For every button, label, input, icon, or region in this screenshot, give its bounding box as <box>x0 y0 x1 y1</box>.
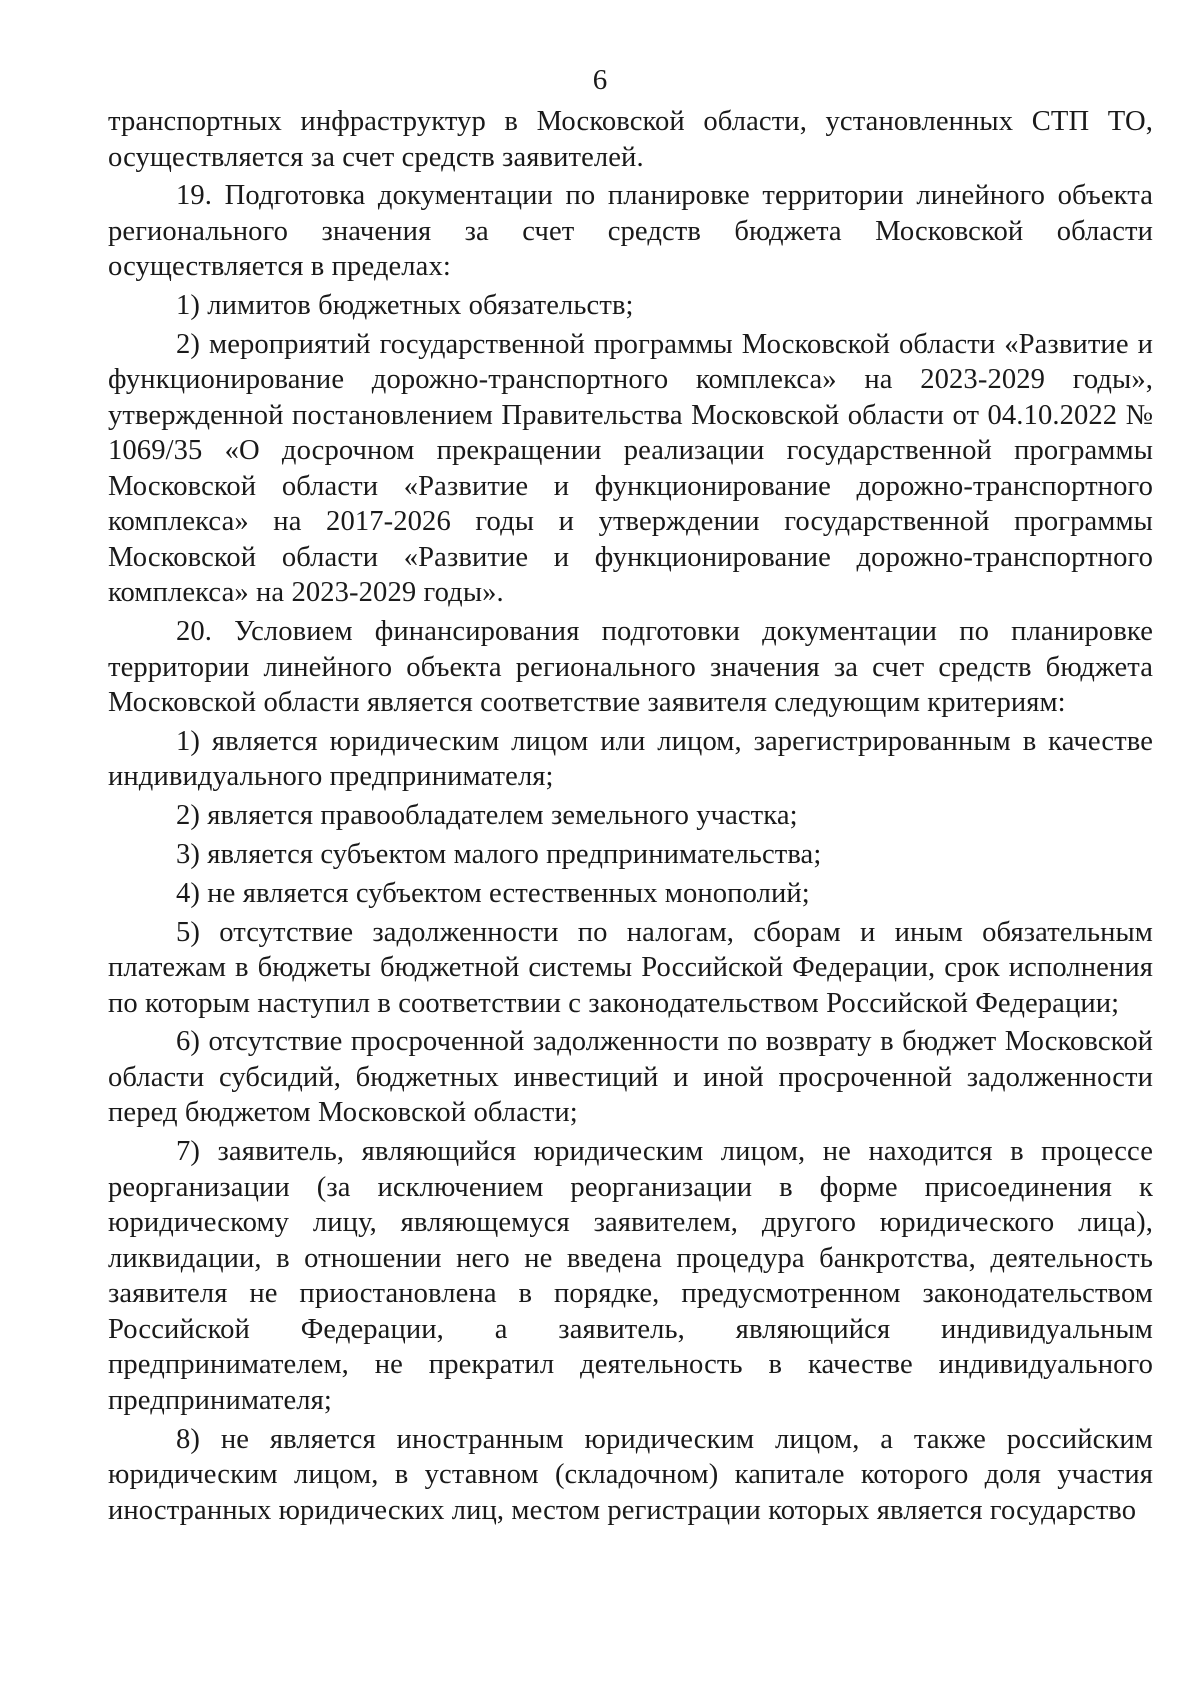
paragraph-20-sub-2: 2) является правообладателем земельного участка; <box>176 800 798 832</box>
paragraph-20-sub-5: 5) отсутствие задолженности по налогам, сборам и иным обязательным платежам в бюджеты бюджетной системы Российской Федерации, срок исполнения по которым наступил в соответствии с законодательством Российской Федерации; <box>108 916 1153 1019</box>
document-body <box>108 104 1153 1528</box>
paragraph-20-sub-7: 7) заявитель, являющийся юридическим лицом, не находится в процессе реорганизации (за исключением реорганизации в форме присоединения к юридическому лицу, являющемуся заявителем, другого юридического лица), ликвидации, в отношении него не введена процедура банкротства, деятельность заявителя не приостановлена в порядке, предусмотренном законодательством Российской Федерации, а заявитель, являющийся индивидуальным предпринимателем, не прекратил деятельность в качестве индивидуального предпринимателя; <box>108 1136 1153 1416</box>
paragraph-20-sub-6: 6) отсутствие просроченной задолженности по возврату в бюджет Московской области субсидий, бюджетных инвестиций и иной просроченной задолженности перед бюджетом Московской области; <box>108 1026 1153 1129</box>
paragraph-20-sub-8: 8) не является иностранным юридическим лицом, а также российским юридическим лицом, в уставном (складочном) капитале которого доля участия иностранных юридических лиц, местом регистрации которых является государство <box>108 1423 1153 1526</box>
paragraph-20-sub-1: 1) является юридическим лицом или лицом, зарегистрированным в качестве индивидуального предпринимателя; <box>108 725 1153 793</box>
paragraph-item-20: 20. Условием финансирования подготовки документации по планировке территории линейного объекта регионального значения за счет средств бюджета Московской области является соответствие заявителя следующим критериям: <box>108 616 1153 719</box>
page-number: 6 <box>592 64 608 96</box>
paragraph-continuation: транспортных инфраструктур в Московской области, установленных СТП ТО, осуществляется за счет средств заявителей. <box>108 106 1153 173</box>
paragraph-19-sub-1: 1) лимитов бюджетных обязательств; <box>176 290 634 322</box>
paragraph-item-19: 19. Подготовка документации по планировке территории линейного объекта регионального значения за счет средств бюджета Московской области осуществляется в пределах: <box>108 180 1153 283</box>
paragraph-19-sub-2: 2) мероприятий государственной программы Московской области «Развитие и функционирование дорожно-транспортного комплекса» на 2023-2029 годы», утвержденной постановлением Правительства Московской области от 04.10.2022 № 1069/35 «О досрочном прекращении реализации государственной программы Московской области «Развитие и функционирование дорожно-транспортного комплекса» на 2017-2026 годы и утверждении государственной программы Московской области «Развитие и функционирование дорожно-транспортного комплекса» на 2023-2029 годы». <box>108 328 1153 609</box>
paragraph-20-sub-3: 3) является субъектом малого предпринимательства; <box>176 839 822 871</box>
paragraph-20-sub-4: 4) не является субъектом естественных монополий; <box>176 877 810 909</box>
